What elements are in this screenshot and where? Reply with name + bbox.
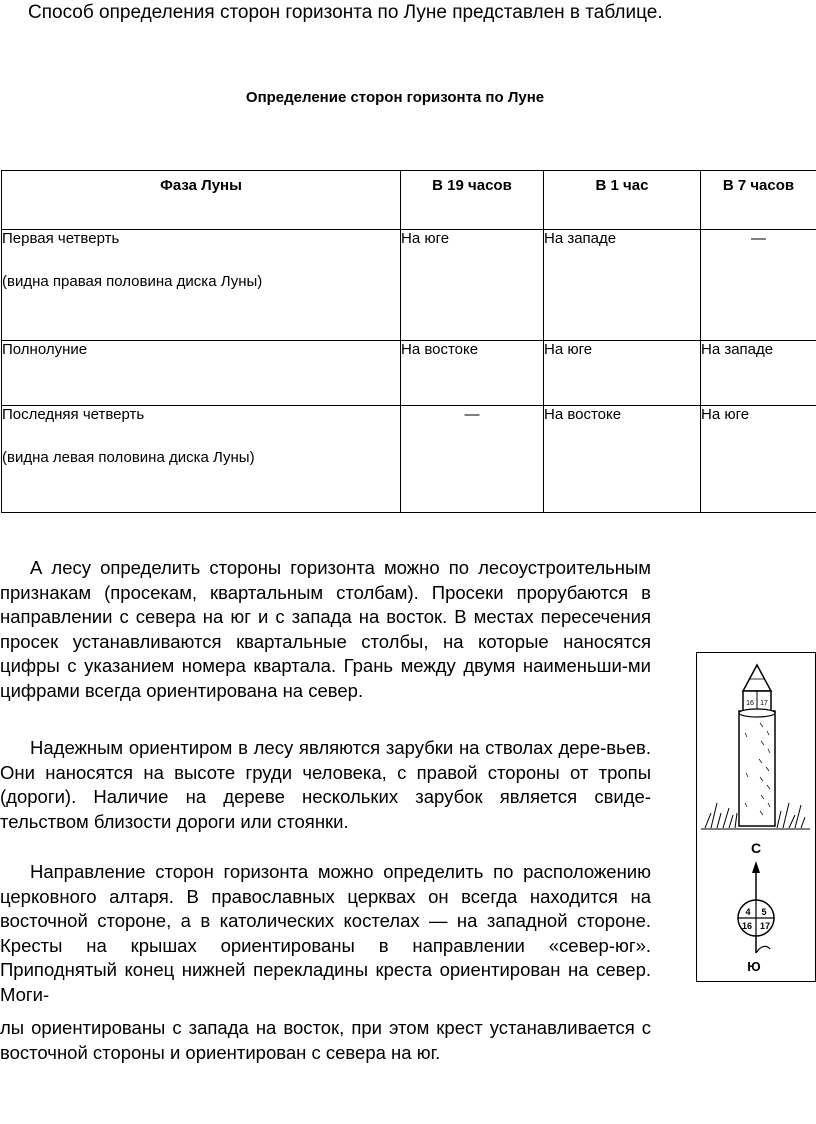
paragraph-church: Направление сторон горизонта можно определить по расположению церковного алтаря. В православных церквах он всегда находится на восточной стороне, а в католических костелах — на западной стороне. Кресты на крышах ориентированы в направлении «север-юг». Приподнятый конец нижней перекладины креста ориентирован на север. Моги- xyxy=(0,861,651,1005)
cell-phase xyxy=(2,230,401,341)
cell-1: На востоке xyxy=(544,406,701,513)
cell-phase xyxy=(2,406,401,513)
cell-7: — xyxy=(701,230,816,341)
intro-text: Способ определения сторон горизонта по Луне представлен в таблице. xyxy=(28,2,663,23)
paragraph-notches: Надежным ориентиром в лесу являются зарубки на стволах дере-вьев. Они наносятся на высоте груди человека, с правой стороны от тропы (дороги). Наличие на дереве нескольких зарубок является свиде-тельством близости дороги или стоянки. xyxy=(0,737,651,832)
phase-note: (видна правая половина диска Луны) xyxy=(2,273,263,290)
diagram-number-4: 4 xyxy=(745,907,751,917)
phase-note: (видна левая половина диска Луны) xyxy=(2,449,255,466)
table-row xyxy=(2,230,816,341)
cell-7: На юге xyxy=(701,406,816,513)
cell-1: На западе xyxy=(544,230,701,341)
header-19: В 19 часов xyxy=(401,171,544,230)
phase-name: Первая четверть xyxy=(2,230,120,247)
cell-phase xyxy=(2,341,401,406)
moon-table xyxy=(1,170,816,513)
cell-7: На западе xyxy=(701,341,816,406)
paragraph-graves: лы ориентированы с запада на восток, при этом крест устанавливается с восточной стороны и ориентирован с севера на юг. xyxy=(0,1017,651,1063)
diagram-number-5: 5 xyxy=(761,907,767,917)
cell-1: На юге xyxy=(544,341,701,406)
table-caption: Определение сторон горизонта по Луне xyxy=(245,89,545,106)
header-phase: Фаза Луны xyxy=(2,171,401,230)
north-label: С xyxy=(750,840,762,856)
south-label: Ю xyxy=(747,959,761,974)
phase-name: Последняя четверть xyxy=(2,406,145,423)
diagram-number-17: 17 xyxy=(759,921,771,931)
cell-19: — xyxy=(401,406,544,513)
table-row xyxy=(2,406,816,513)
header-7: В 7 часов xyxy=(701,171,816,230)
paragraph-forest: А лесу определить стороны горизонта можно по лесоустроительным признакам (просекам, квартальным столбам). Просеки прорубаются в направлении с севера на юг и с запада на восток. В местах пересечения просек устанавливаются квартальные столбы, на которые наносятся цифры с указанием номера квартала. Грань между двумя наименьши-ми цифрами всегда ориентирована на север. xyxy=(0,557,651,701)
table-header-row xyxy=(2,171,816,230)
table-row xyxy=(2,341,816,406)
post-number-16: 16 xyxy=(746,700,754,707)
quarter-post-illustration xyxy=(697,653,814,980)
quarter-post-figure xyxy=(696,652,816,982)
post-number-17: 17 xyxy=(760,700,768,707)
diagram-number-16: 16 xyxy=(741,921,753,931)
header-1: В 1 час xyxy=(544,171,701,230)
phase-name: Полнолуние xyxy=(2,341,88,358)
cell-19: На юге xyxy=(401,230,544,341)
cell-19: На востоке xyxy=(401,341,544,406)
